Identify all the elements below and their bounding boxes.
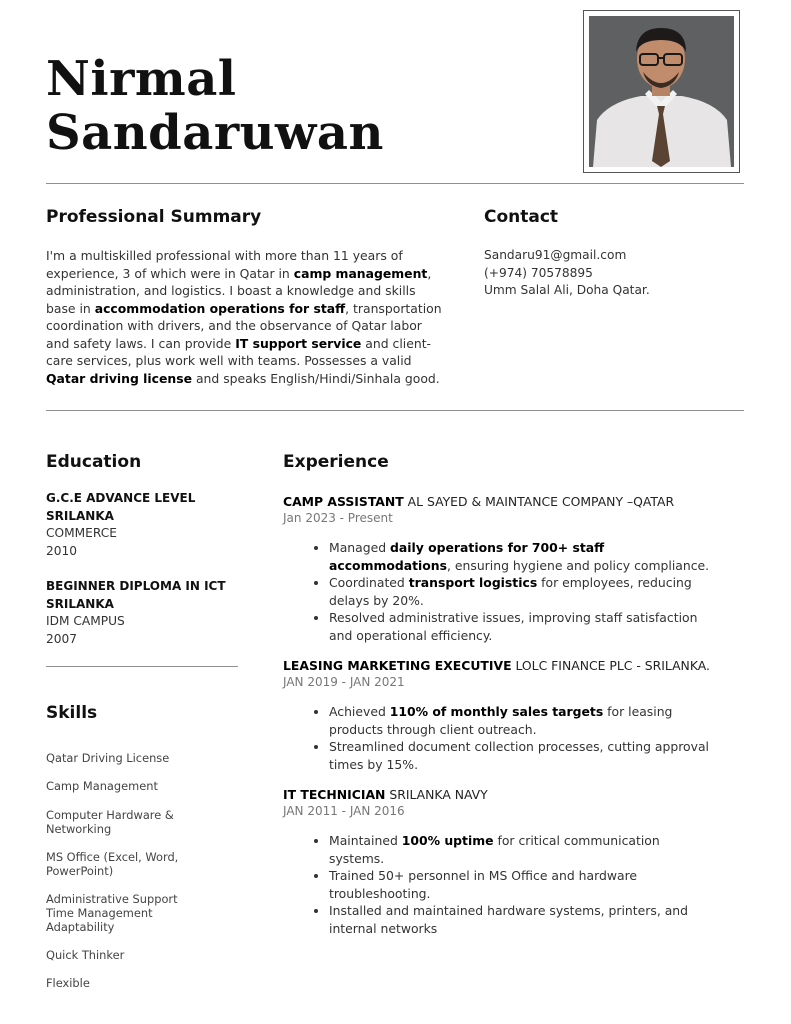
profile-photo <box>589 16 734 167</box>
job-bullets <box>283 539 714 644</box>
education-year: 2010 <box>46 543 78 558</box>
job-entry <box>283 493 723 644</box>
job-company: LOLC FINANCE PLC - SRILANKA. <box>511 658 710 673</box>
contact-email: Sandaru91@gmail.com <box>484 248 627 262</box>
job-company: AL SAYED & MAINTANCE COMPANY –QATAR <box>403 494 675 509</box>
bold-highlight: 100% uptime <box>401 833 494 848</box>
middle-divider <box>46 410 744 411</box>
portrait-illustration <box>589 16 734 167</box>
education-field: IDM CAMPUS <box>46 614 125 628</box>
job-role: LEASING MARKETING EXECUTIVE <box>283 658 512 673</box>
text-run: Trained 50+ personnel in MS Office and hardware troubleshooting. <box>329 868 638 901</box>
skill-item: Quick Thinker <box>46 948 125 962</box>
education-list <box>46 490 241 648</box>
last-name: Sandaruwan <box>46 105 384 161</box>
job-title <box>283 493 723 510</box>
text-run: for employees, reducing delays by 20%. <box>329 575 692 608</box>
education-divider <box>46 666 238 667</box>
skill-item: Qatar Driving License <box>46 751 170 765</box>
contact-heading: Contact <box>484 207 559 227</box>
text-run: Maintained <box>329 833 402 848</box>
text-run: Streamlined document collection processes, cutting approval times by 15%. <box>329 739 709 772</box>
job-bullet <box>329 574 714 609</box>
job-role: CAMP ASSISTANT <box>283 494 404 509</box>
job-bullet <box>329 738 714 773</box>
job-bullet <box>329 539 714 574</box>
bold-highlight: 110% of monthly sales targets <box>389 704 604 719</box>
top-divider <box>46 183 744 184</box>
job-entry <box>283 786 723 937</box>
bold-highlight: accommodation operations for staff <box>94 300 346 316</box>
job-bullet <box>329 832 714 867</box>
job-bullets <box>283 703 714 773</box>
job-bullet <box>329 902 714 937</box>
experience-heading: Experience <box>283 452 389 472</box>
education-item <box>46 490 241 560</box>
job-bullet <box>329 867 714 902</box>
text-run: , ensuring hygiene and policy compliance. <box>447 557 710 573</box>
contact-phone: (+974) 70578895 <box>484 265 593 280</box>
contact-address: Umm Salal Ali, Doha Qatar. <box>484 283 650 297</box>
text-run: Installed and maintained hardware systems, printers, and internal networks <box>329 903 689 936</box>
text-run: and client-care services, plus work well with teams. Possesses a valid <box>46 335 432 368</box>
education-item <box>46 578 241 648</box>
job-dates: Jan 2023 - Present <box>283 511 393 525</box>
summary-heading: Professional Summary <box>46 207 262 227</box>
skill-item: Computer Hardware & Networking <box>46 808 174 836</box>
experience-list <box>283 493 723 937</box>
job-title <box>283 786 723 803</box>
job-bullet <box>329 609 714 644</box>
text-run: , administration, and logistics. I boast a knowledge and skills base in <box>46 265 432 316</box>
candidate-name <box>46 52 384 160</box>
text-run: , transportation coordination with drivers, and the observance of Qatar labor and safety laws. I can provide <box>46 300 442 351</box>
profile-photo-frame <box>583 10 740 173</box>
job-dates: JAN 2011 - JAN 2016 <box>283 804 405 818</box>
text-run: Coordinated <box>329 575 409 590</box>
education-heading: Education <box>46 452 142 472</box>
skills-list <box>46 751 221 990</box>
text-run: Managed <box>329 540 391 555</box>
job-bullet <box>329 703 714 738</box>
job-title <box>283 657 723 674</box>
education-title: G.C.E ADVANCE LEVEL SRILANKA <box>46 491 196 523</box>
summary-text <box>46 247 446 387</box>
education-year: 2007 <box>46 631 78 646</box>
bold-highlight: Qatar driving license <box>46 370 193 386</box>
skills-heading: Skills <box>46 703 98 723</box>
skill-item: Administrative Support Time Management Adaptability <box>46 892 178 934</box>
text-run: Achieved <box>329 704 390 719</box>
bold-highlight: camp management <box>293 265 428 281</box>
education-title: BEGINNER DIPLOMA IN ICT SRILANKA <box>46 579 226 611</box>
contact-block <box>484 247 724 300</box>
first-name: Nirmal <box>46 51 237 107</box>
bold-highlight: transport logistics <box>408 575 538 590</box>
text-run: I'm a multiskilled professional with more than 11 years of experience, 3 of which were in Qatar in <box>46 248 403 281</box>
skill-item: MS Office (Excel, Word, PowerPoint) <box>46 850 179 878</box>
text-run: for leasing products through client outreach. <box>329 704 673 737</box>
skill-item: Camp Management <box>46 779 158 793</box>
bold-highlight: daily operations for 700+ staff accommodations <box>329 540 605 573</box>
job-role: IT TECHNICIAN <box>283 787 386 802</box>
job-company: SRILANKA NAVY <box>385 787 488 802</box>
text-run: and speaks English/Hindi/Sinhala good. <box>192 370 440 386</box>
text-run: for critical communication systems. <box>329 833 660 866</box>
bold-highlight: IT support service <box>235 335 362 351</box>
job-entry <box>283 657 723 773</box>
job-bullets <box>283 832 714 937</box>
skill-item: Flexible <box>46 976 90 990</box>
text-run: Resolved administrative issues, improving staff satisfaction and operational efficiency. <box>329 610 698 643</box>
job-dates: JAN 2019 - JAN 2021 <box>283 675 405 689</box>
education-field: COMMERCE <box>46 526 117 540</box>
